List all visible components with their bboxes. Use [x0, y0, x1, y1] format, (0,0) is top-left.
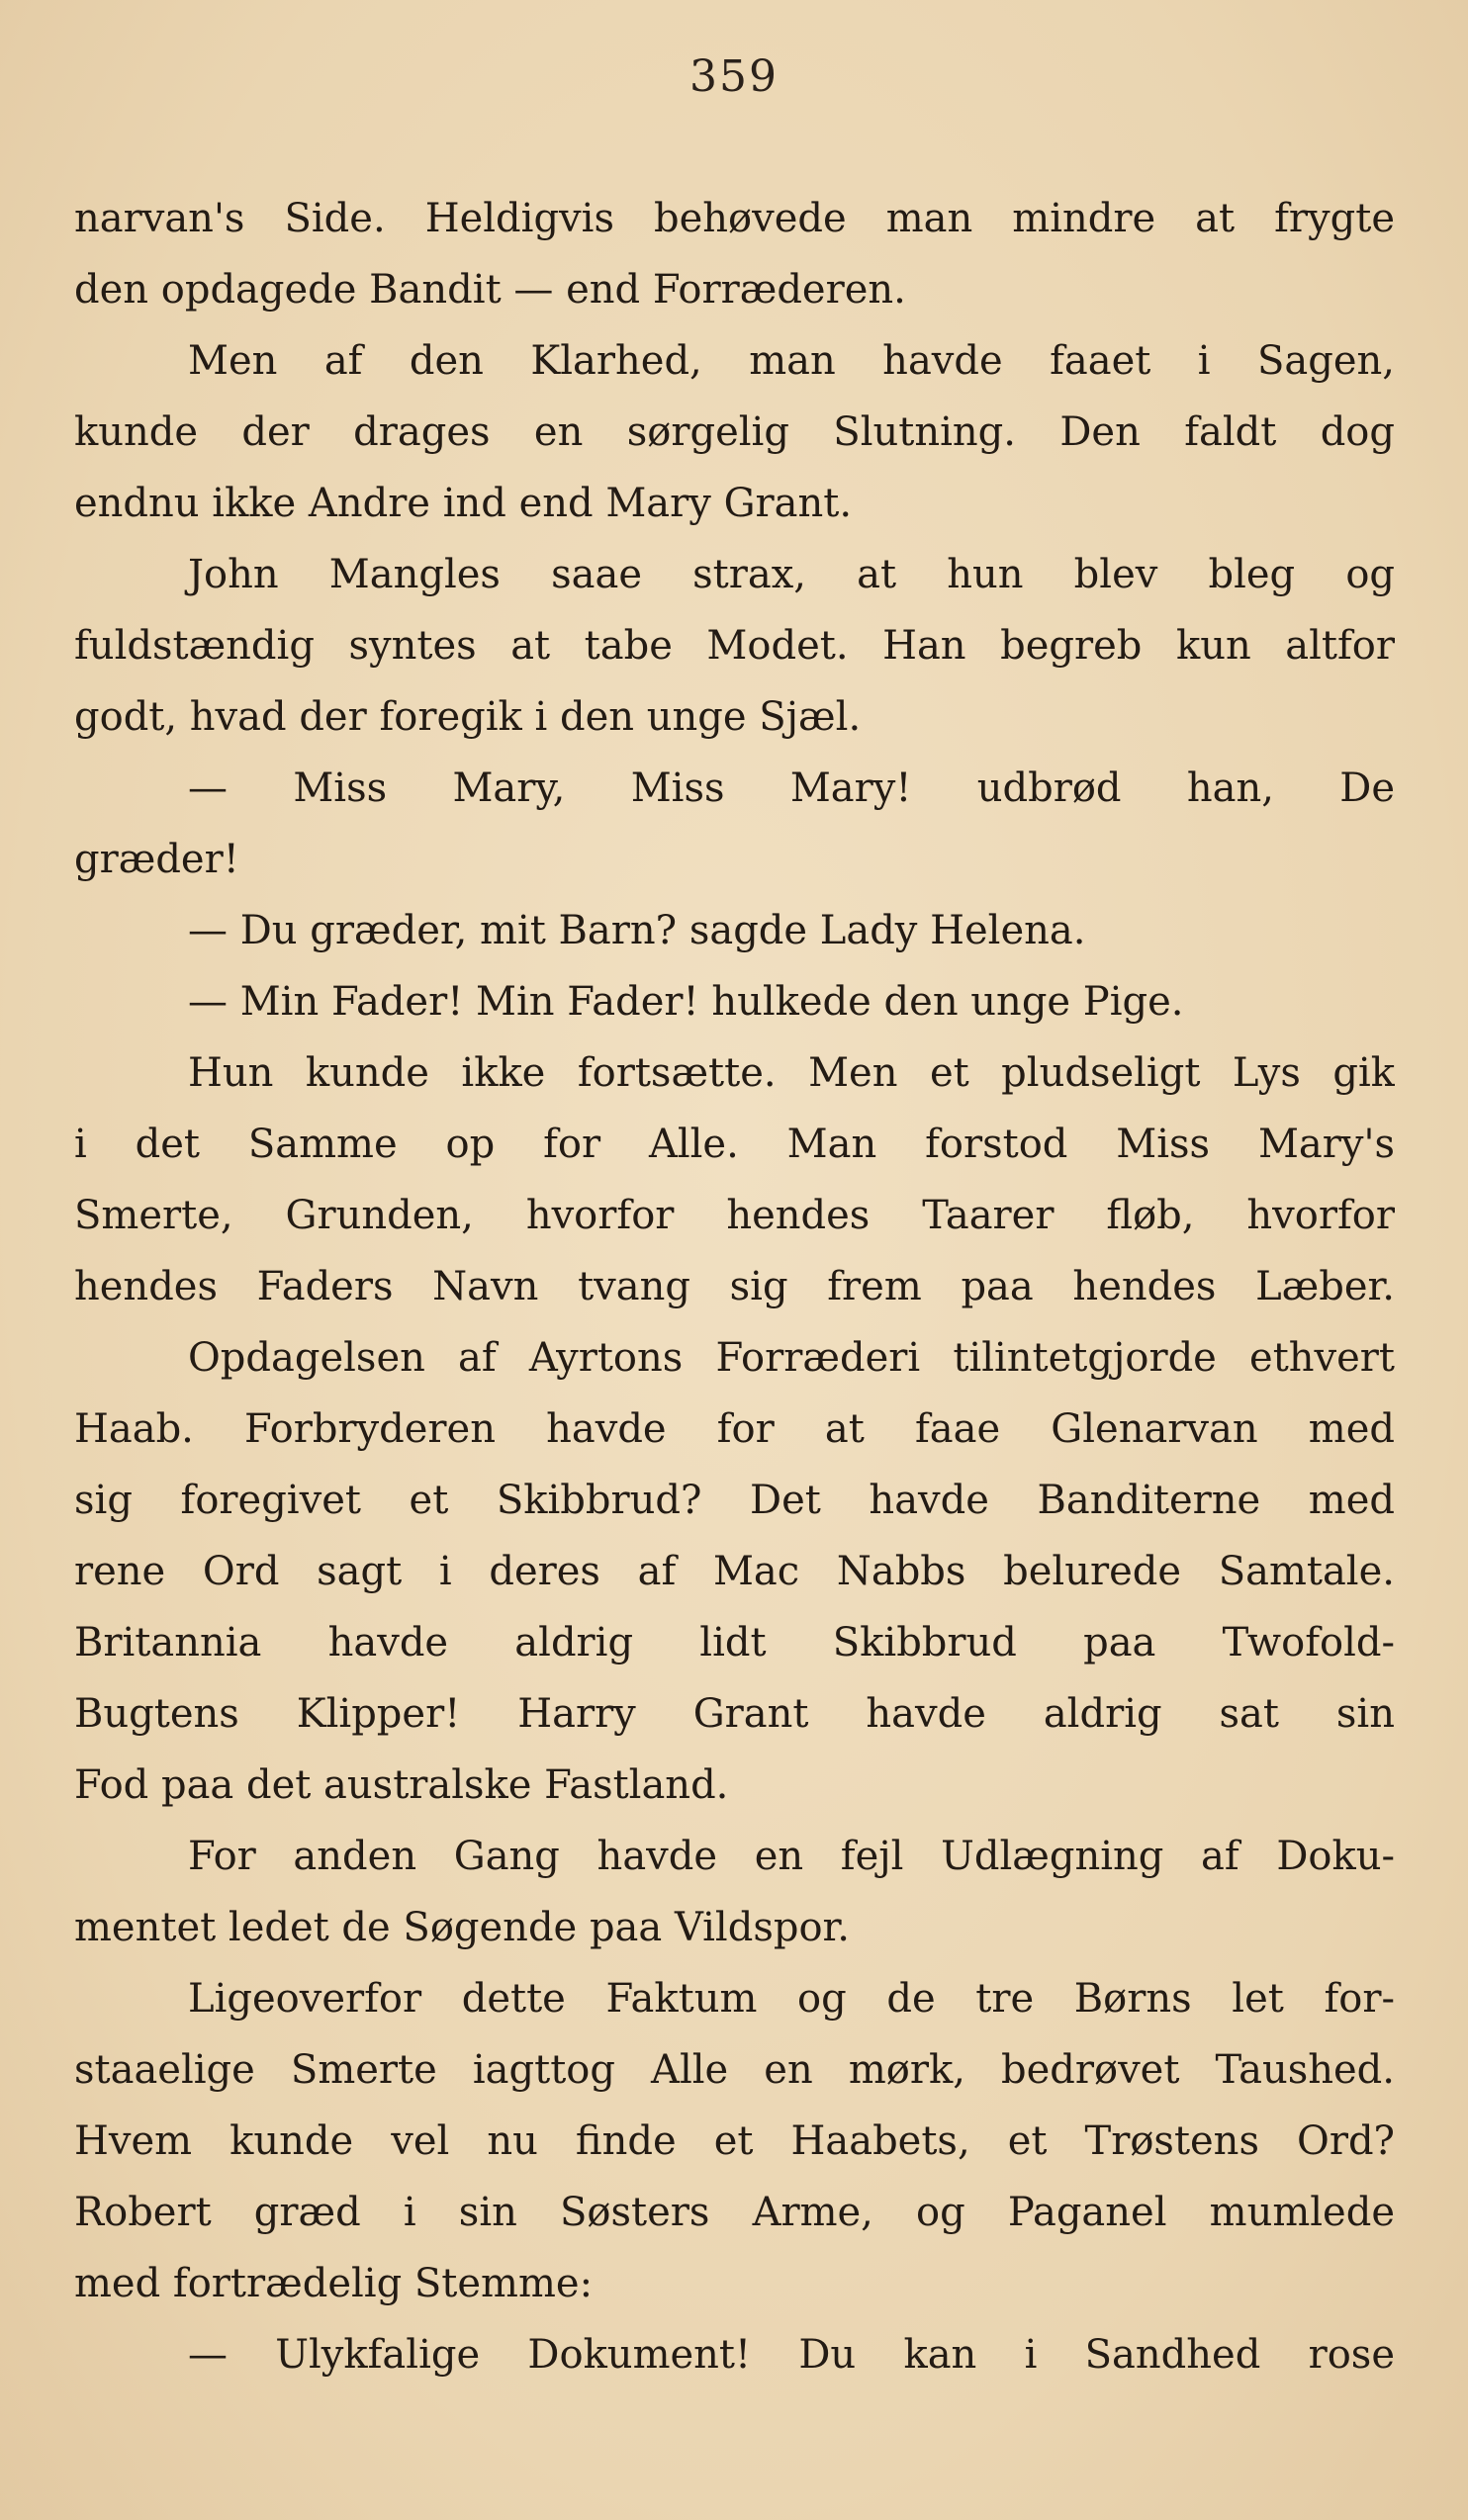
- text-line: sig foregivet et Skibbrud? Det havde Banditerne med: [74, 1478, 1395, 1523]
- text-line: Opdagelsen af Ayrtons Forræderi tilintetgjorde ethvert: [188, 1335, 1395, 1381]
- text-line: mentet ledet de Søgende paa Vildspor.: [74, 1905, 850, 1950]
- text-line: endnu ikke Andre ind end Mary Grant.: [74, 481, 853, 526]
- text-line: Men af den Klarhed, man havde faaet i Sagen,: [188, 338, 1395, 384]
- text-line: John Mangles saae strax, at hun blev bleg og: [188, 552, 1395, 597]
- text-line: rene Ord sagt i deres af Mac Nabbs belurede Samtale.: [74, 1549, 1395, 1594]
- text-line: Hun kunde ikke fortsætte. Men et pludseligt Lys gik: [188, 1050, 1395, 1096]
- text-line: For anden Gang havde en fejl Udlægning af Doku-: [188, 1834, 1395, 1879]
- text-line: Robert græd i sin Søsters Arme, og Paganel mumlede: [74, 2190, 1395, 2235]
- text-line: den opdagede Bandit — end Forræderen.: [74, 267, 906, 313]
- text-line: Hvem kunde vel nu finde et Haabets, et Trøstens Ord?: [74, 2118, 1395, 2164]
- text-line: Britannia havde aldrig lidt Skibbrud paa Twofold-: [74, 1620, 1395, 1665]
- text-line: i det Samme op for Alle. Man forstod Miss Mary's: [74, 1122, 1395, 1167]
- text-line: med fortrædelig Stemme:: [74, 2261, 594, 2306]
- text-line: narvan's Side. Heldigvis behøvede man mindre at frygte: [74, 196, 1395, 241]
- text-line: Smerte, Grunden, hvorfor hendes Taarer fløb, hvorfor: [74, 1193, 1395, 1238]
- page-number: 359: [689, 51, 779, 102]
- text-line: — Miss Mary, Miss Mary! udbrød han, De: [188, 765, 1395, 811]
- text-line: fuldstændig syntes at tabe Modet. Han begreb kun altfor: [74, 623, 1395, 669]
- text-line: — Min Fader! Min Fader! hulkede den unge Pige.: [188, 979, 1184, 1025]
- text-line: kunde der drages en sørgelig Slutning. Den faldt dog: [74, 409, 1395, 455]
- body-text: [74, 183, 1395, 2390]
- text-line: godt, hvad der foregik i den unge Sjæl.: [74, 694, 862, 740]
- text-line: græder!: [74, 837, 239, 882]
- text-line: — Du græder, mit Barn? sagde Lady Helena.: [188, 908, 1086, 953]
- text-line: hendes Faders Navn tvang sig frem paa hendes Læber.: [74, 1264, 1395, 1309]
- text-line: Haab. Forbryderen havde for at faae Glenarvan med: [74, 1406, 1395, 1452]
- text-line: Bugtens Klipper! Harry Grant havde aldrig sat sin: [74, 1691, 1395, 1737]
- text-line: — Ulykfalige Dokument! Du kan i Sandhed rose: [188, 2332, 1395, 2378]
- text-line: staaelige Smerte iagttog Alle en mørk, bedrøvet Taushed.: [74, 2047, 1395, 2093]
- text-line: Fod paa det australske Fastland.: [74, 1762, 729, 1808]
- text-line: Ligeoverfor dette Faktum og de tre Børns let for-: [188, 1976, 1395, 2022]
